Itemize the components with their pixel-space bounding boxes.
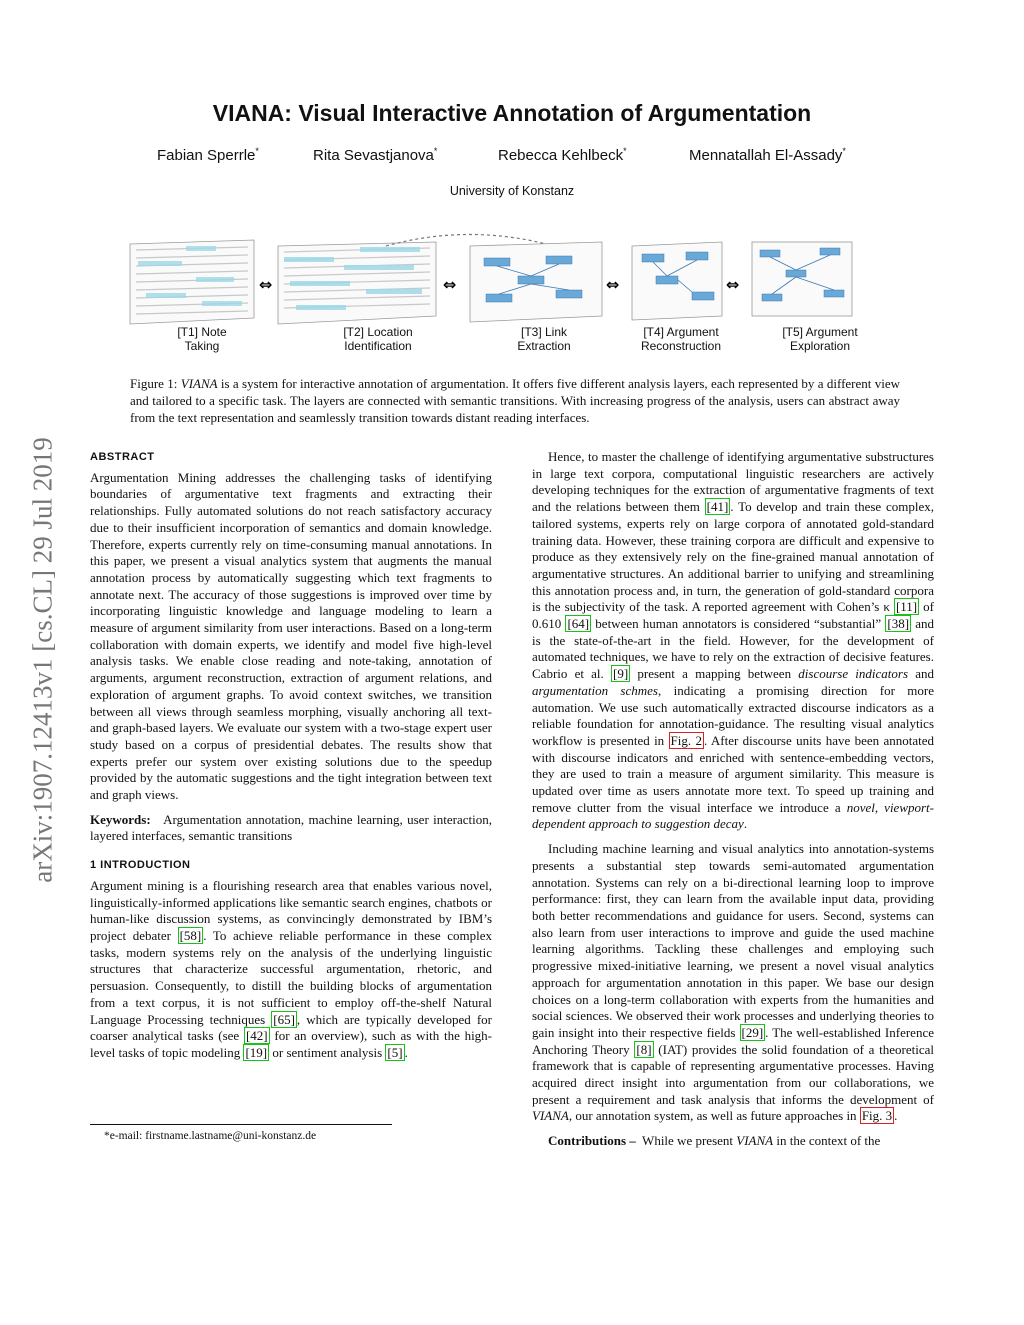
author-3: Rebecca Kehlbeck* bbox=[498, 146, 627, 164]
figure-link[interactable]: Fig. 2 bbox=[670, 732, 702, 748]
panel-argument-exploration bbox=[752, 242, 852, 316]
citation-link[interactable]: [9] bbox=[613, 666, 629, 682]
svg-text:⇔: ⇔ bbox=[606, 275, 620, 294]
contributions-paragraph: Contributions – While we present VIANA in the context of the bbox=[548, 1133, 881, 1149]
panel-note-taking bbox=[130, 240, 254, 324]
arrow-3-icon bbox=[606, 275, 619, 294]
citation-link[interactable]: [41] bbox=[706, 499, 729, 515]
panel-1-label-line2: Taking bbox=[184, 339, 220, 353]
citation-link[interactable]: [58] bbox=[179, 927, 202, 943]
arrow-2-icon bbox=[443, 275, 456, 294]
citation-link[interactable]: [5] bbox=[387, 1044, 403, 1060]
panel-4-label-line2: Reconstruction bbox=[640, 339, 722, 353]
paper-title: VIANA: Visual Interactive Annotation of Argumentation bbox=[212, 100, 812, 126]
keywords: Keywords: Argumentation annotation, machine learning, user interaction, layered interfaces, semantic transitions bbox=[90, 811, 492, 844]
paragraph: Hence, to master the challenge of identifying argumentative substructures in large text corpora, computational linguistic researchers are actively developing techniques for the extraction of argumentative fragments of text and the relations between them [41] . To develop and train these complex, tailored systems, experts rely on large corpora of annotated gold-standard training data. However, these training corpora are difficult and expensive to produce as they extensively rely on the fine-grained manual annotation of argumentative structures. An additional barrier to unifying and streamlining this annotation process and, in turn, the generation of gold-standard corpora is the subjectivity of the task. A reported agreement with Cohen’s κ [11] of 0.610 [64] between human annotators is considered “substantial” [38] and is the state-of-the-art in the field. However, for the development of automated techniques, we have to rely on the extraction of decisive features. Cabrio et al. [9] present a mapping between discourse indicators and argumentation schmes, indicating a promising direction for more automation. We use such automatically extracted discourse indicators as a reliable foundation for annotation-guidance. The resulting visual analytics workflow is presented in Fig. 2 . After discourse units have been annotated with discourse indicators and enriched with sentence-embedding vectors, they are used to train a measure of argument similarity. This measure is updated over time as users annotate more text. To speed up training and remove clutter from the visual interface we introduce a novel, viewport-dependent approach to suggestion decay. bbox=[532, 449, 935, 832]
affiliation: University of Konstanz bbox=[449, 184, 575, 198]
author-4: Mennatallah El-Assady* bbox=[689, 146, 846, 164]
citation-link[interactable]: [8] bbox=[636, 1041, 652, 1057]
panel-3-label-line2: Extraction bbox=[517, 339, 571, 353]
figure-caption: Figure 1: VIANA is a system for interactive annotation of argumentation. It offers five different analysis layers, each represented by a different view and tailored to a specific task. The layers are connected with semantic transitions. With increasing progress of the analysis, users can abstract away from the text representation and seamlessly transition towards distant reading interfaces. bbox=[130, 376, 900, 425]
panel-5-label-line1: [T5] Argument bbox=[782, 325, 858, 339]
svg-text:⇔: ⇔ bbox=[259, 275, 273, 294]
right-column bbox=[532, 449, 934, 1158]
arxiv-sidebar bbox=[23, 370, 63, 950]
citation-link[interactable]: [29] bbox=[741, 1024, 764, 1040]
footnote-rule bbox=[90, 1124, 392, 1125]
arrow-1-icon bbox=[259, 275, 272, 294]
panel-location-identification bbox=[278, 242, 436, 324]
author-1: Fabian Sperrle* bbox=[157, 146, 259, 164]
svg-text:⇔: ⇔ bbox=[726, 275, 740, 294]
citation-link[interactable]: [42] bbox=[245, 1028, 268, 1044]
arrow-4-icon bbox=[726, 275, 739, 294]
citation-link[interactable]: [65] bbox=[273, 1011, 295, 1027]
teaser-figure bbox=[126, 232, 906, 358]
panel-4-label-line1: [T4] Argument bbox=[643, 325, 719, 339]
citation-link[interactable]: [64] bbox=[567, 616, 590, 632]
panel-3-label-line1: [T3] Link bbox=[520, 325, 568, 339]
panel-5-label-line2: Exploration bbox=[789, 339, 851, 353]
citation-link[interactable]: [19] bbox=[245, 1044, 268, 1060]
abstract-text: Argumentation Mining addresses the challenging tasks of identifying boundaries of argumentative text fragments and extracting their relationships. Fully automated solutions do not reach satisfactory accuracy due to their insufficient incorporation of semantics and domain knowledge. Therefore, experts currently rely on time-consuming manual annotations. In this paper, we present a visual analytics system that augments the manual annotation process by automatically suggesting which text fragments to annotate next. The accuracy of those suggestions is improved over time by incorporating linguistic knowledge and language modeling to learn a measure of argument similarity from user interactions. Based on a long-term collaboration with domain experts, we identify and model five high-level analysis tasks. We enable close reading and note-taking, annotation of arguments, argument reconstruction, extraction of argument relations, and exploration of argument graphs. To avoid context switches, we transition between all views through seamless morphing, visually anchoring all text- and graph-based layers. We evaluate our system with a two-stage expert user study based on a corpus of presidential debates. The results show that experts prefer our system over existing solutions due to the speedup provided by the automatic suggestions and the tight integration between text and graph views. bbox=[90, 469, 492, 803]
arxiv-id: arXiv:1907.12413v1 [cs.CL] 29 Jul 2019 bbox=[27, 437, 58, 883]
figure-link[interactable]: Fig. 3 bbox=[861, 1108, 893, 1124]
abstract-heading: ABSTRACT bbox=[90, 451, 155, 463]
author-2: Rita Sevastjanova* bbox=[313, 146, 438, 164]
left-column bbox=[90, 449, 492, 1070]
panel-1-label-line1: [T1] Note bbox=[177, 325, 227, 339]
citation-link[interactable]: [11] bbox=[895, 599, 918, 615]
panel-link-extraction bbox=[470, 242, 602, 322]
svg-text:⇔: ⇔ bbox=[443, 275, 457, 294]
panel-2-label-line1: [T2] Location bbox=[343, 325, 413, 339]
intro-paragraph: Argument mining is a flourishing research area that enables various novel, linguistically-informed applications like semantic search engines, chatbots or human-like discussion systems, as convincingly demonstrated by IBM’s project debater [58] . To achieve reliable performance in these complex tasks, modern systems rely on the analysis of the underlying linguistic structures that characterize successful argumentation, rhetoric, and persuasion. Consequently, to distill the building blocks of argumentation from a text corpus, it is not sufficient to employ off-the-shelf Natural Language Processing techniques [65] , which are typically developed for coarser analytical tasks (see [42] for an overview), such as with the high-level tasks of topic modeling [19] or sentiment analysis [5] . bbox=[90, 877, 493, 1060]
intro-heading: 1 INTRODUCTION bbox=[90, 859, 191, 872]
citation-link[interactable]: [38] bbox=[887, 616, 910, 632]
paragraph: Including machine learning and visual analytics into annotation-systems presents a substantial step towards semi-automated argumentation annotation. Systems can rely on a bi-directional learning loop to improve performance: first, they can learn from the available input data, providing both better recommendations and guidance for users. Second, systems can also learn from user interactions to improve and guide the used machine learning algorithms. Tackling these challenges and employing such progressive mixed-initiative learning, we present a novel visual analytics approach for argumentation annotation in this paper. We base our design choices on a long-term collaboration with experts from the humanities and social sciences. We observed their work processes and underlying theories to gain insight into their respective fields [29] . The well-established Inference Anchoring Theory [8] (IAT) provides the solid foundation of a theoretical framework that is capable of representing argumentative processes. Having acquired direct insight into argumentation from our collaborations, we present a requirement and task analysis that informs the development of VIANA, our annotation system, as well as future approaches in Fig. 3 . bbox=[532, 841, 934, 1124]
footnote: *e-mail: firstname.lastname@uni-konstanz.de bbox=[104, 1130, 317, 1142]
panel-argument-reconstruction bbox=[632, 242, 722, 320]
panel-2-label-line2: Identification bbox=[344, 339, 412, 353]
